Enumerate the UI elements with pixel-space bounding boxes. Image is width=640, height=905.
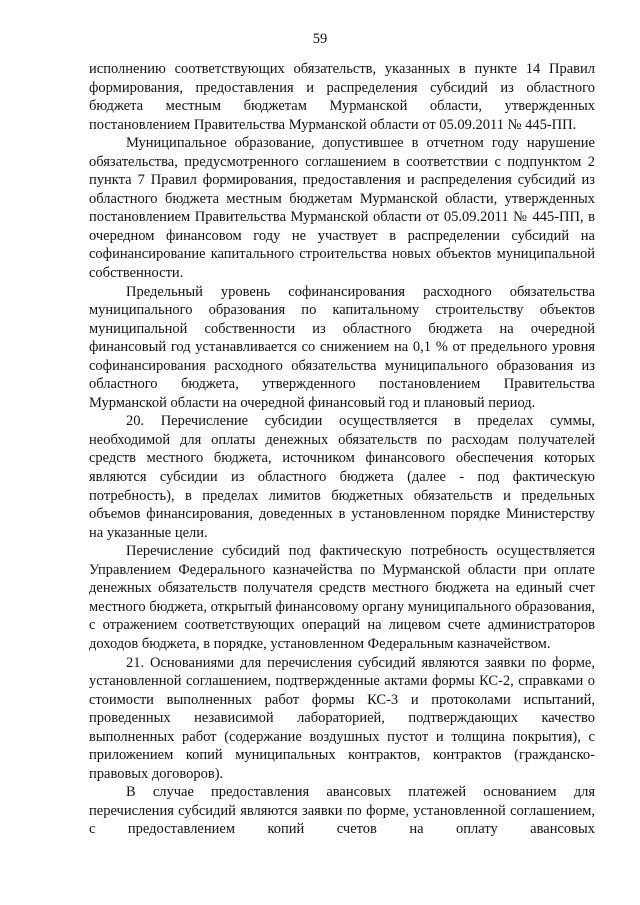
page-number: 59 — [312, 31, 328, 47]
paragraph-cofinancing-level: Предельный уровень софинансирования расходного обязательства муниципального образования по капитальному строительству объектов муниципальной собственности из областного бюджета на очередной финансовый год устанавливается со снижением на 0,1 % от предельного уровня софинансирования расходного обязательства муниципального образования из областного бюджета, утвержденного постановлением Правительства Мурманской области на очередной финансовый год и плановый период. — [89, 283, 595, 411]
paragraph-advance-payments: В случае предоставления авансовых платежей основанием для перечисления субсидий являются заявки по форме, установленной соглашением, с предоставлением копий счетов на оплату авансовых — [89, 784, 595, 838]
paragraph-treasury-transfer: Перечисление субсидий под фактическую потребность осуществляется Управлением Федерального казначейства по Мурманской области при оплате денежных обязательств получателя средств местного бюджета на единый счет местного бюджета, открытый финансовому органу муниципального образования, с отражением соответствующих операций на лицевом счете администраторов доходов бюджета, в порядке, установленном Федеральным казначейством. — [89, 543, 595, 652]
document-body — [89, 60, 595, 839]
paragraph-violation-exclusion: Муниципальное образование, допустившее в отчетном году нарушение обязательства, предусмотренного соглашением в соответствии с подпунктом 2 пункта 7 Правил формирования, предоставления и распределения субсидий из областного бюджета местным бюджетам Мурманской области, утвержденных постановлением Правительства Мурманской области от 05.09.2011 № 445-ПП, в очередном финансовом году не участвует в распределении субсидий на софинансирование капитального строительства новых объектов муниципальной собственности. — [89, 135, 595, 282]
paragraph-item-20: 20. Перечисление субсидии осуществляется в пределах суммы, необходимой для оплаты денежных обязательств по расходам получателей средств местного бюджета, источником финансового обеспечения которых являются субсидии из областного бюджета (далее - под фактическую потребность), в пределах лимитов бюджетных обязательств и предельных объемов финансирования, доведенных в установленном порядке Министерству на указанные цели. — [89, 413, 595, 541]
paragraph-continuation: исполнению соответствующих обязательств, указанных в пункте 14 Правил формирования, предоставления и распределения субсидий из областного бюджета местным бюджетам Мурманской области, утвержденных постановлением Правительства Мурманской области от 05.09.2011 № 445-ПП. — [89, 61, 595, 133]
paragraph-item-21: 21. Основаниями для перечисления субсидий являются заявки по форме, установленной соглашением, подтвержденные актами формы КС-2, справками о стоимости выполненных работ формы КС-3 и протоколами испытаний, проведенных независимой лабораторией, подтверждающих качество выполненных работ (содержание воздушных пустот и толщина покрытия), с приложением копий муниципальных контрактов, контрактов (гражданско-правовых договоров). — [89, 654, 595, 782]
